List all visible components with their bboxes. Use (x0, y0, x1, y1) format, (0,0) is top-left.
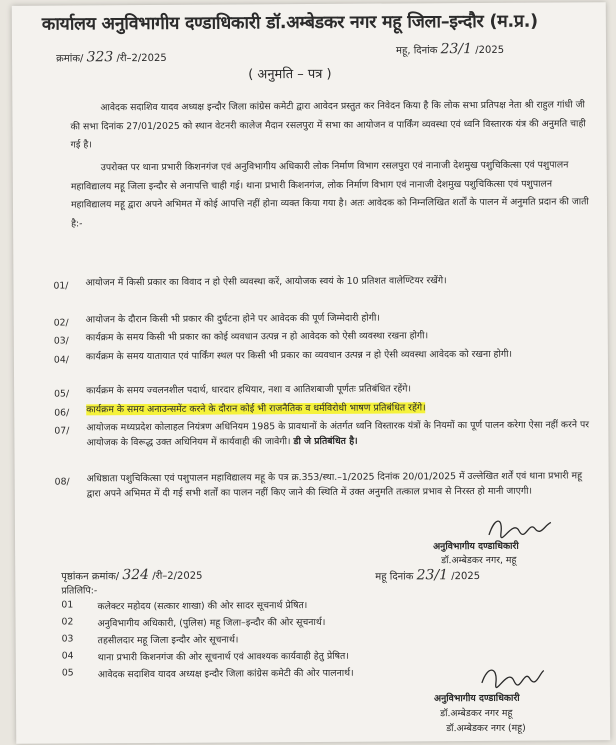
condition-number: 02/ (53, 317, 69, 329)
signatory-office: डॉ.अम्बेडकर नगर (महू) (446, 722, 526, 735)
copy-number: 01 (61, 599, 74, 611)
signature-scribble (485, 513, 555, 541)
endorsement-date-year: /2025 (451, 570, 481, 583)
condition-highlighted (86, 400, 592, 418)
endorsement-suffix: /री–2/2025 (152, 570, 203, 582)
condition-number: 05/ (54, 388, 70, 400)
condition-number: 07/ (54, 425, 70, 437)
copy-number: 04 (61, 650, 74, 662)
reference-label: क्रमांक/ (56, 53, 84, 65)
copy-to-label: प्रतिलिपि:- (61, 585, 98, 597)
signatory-office: डॉ.अम्बेडकर नगर महू (440, 707, 513, 720)
date-label: महू, दिनांक (396, 45, 438, 57)
reference-suffix: /री–2/2025 (116, 52, 167, 65)
office-title: कार्यालय अनुविभागीय दण्डाधिकारी डॉ.अम्बेडकर नगर महू जिला–इन्दौर (म.प्र.) (41, 11, 539, 35)
signature-scribble (478, 663, 548, 691)
paragraph-approval: उपरोक्त पर थाना प्रभारी किशनगंज एवं अनुविभागीय अधिकारी लोक निर्माण विभाग रसलपुरा एवं नानाजी देशमुख पशुचिकित्सा एवं पशुपालन महाविद्यालय महू जिला इन्दौर से अनापत्ति चाही गई। थाना प्रभारी किशनगंज, लोक निर्माण विभाग एवं नानाजी देशमुख पशुचिकित्सा एवं पशुपालन महाविद्यालय महू द्वारा अपने अभिमत में कोई आपत्ति नहीं होना व्यक्त किया गया है। अतः आवेदक को निम्नलिखित शर्तों के पालन में अनुमति प्रदान की जाती है:- (70, 159, 589, 229)
endorsement-date-value: 23/1 (416, 567, 449, 584)
endorsement-label: पृष्ठांकन क्रमांक/ (61, 571, 120, 583)
signatory-designation: अनुविभागीय दण्डाधिकारी (433, 692, 520, 705)
copy-recipient: कलेक्टर महोदय (सत्कार शाखा) की ओर सादर सूचनार्थ प्रेषित। (97, 600, 308, 613)
condition-text: कार्यक्रम के समय यातायात एवं पार्किंग स्थल पर किसी भी प्रकार का व्यवधान उत्पन्न न हो ऐसी व्यवस्था आवेदक को रखना होगी। (85, 348, 513, 363)
copy-recipient: तहसीलदार महू जिला इन्दौर ओर सूचनार्थ। (97, 634, 239, 647)
reference-line (56, 49, 167, 66)
condition-noise-act (86, 418, 592, 450)
copy-recipient: अनुविभागीय अधिकारी, (पुलिस) महू जिला–इन्दौर की ओर सूचनार्थ। (97, 616, 326, 630)
copy-recipient: थाना प्रभारी किशनगंज की ओर सूचनार्थ एवं आवश्यक कार्यवाही हेतु प्रेषित। (97, 650, 349, 664)
endorsement-reference (61, 567, 202, 584)
condition-number: 08/ (54, 476, 70, 488)
condition-text: आयोजक मध्यप्रदेश कोलाहल नियंत्रण अधिनियम 1985 के प्रावधानों के अंतर्गत ध्वनि विस्तारक यंत्रों के नियमों का पूर्ण पालन करेगा ऐसा नहीं करने पर आयोजक के विरूद्ध उक्त अधिनियम में कार्यवाही की जावेगी। (86, 419, 590, 448)
date-line (396, 41, 504, 58)
date-value: 23/1 (440, 41, 473, 58)
endorsement-date (375, 567, 480, 584)
reference-number: 323 (86, 49, 114, 66)
condition-number: 04/ (53, 354, 69, 366)
condition-number: 06/ (54, 407, 70, 419)
condition-text: कार्यक्रम के समय अनाउन्समेंट करने के दौरान कोई भी राजनैतिक व धर्मविरोधी भाषण प्रतिबंधित रहेंगे। (86, 402, 426, 416)
letter-page (12, 2, 610, 744)
condition-number: 03/ (53, 335, 69, 347)
copy-number: 03 (61, 633, 74, 645)
condition-number: 01/ (53, 280, 69, 292)
copy-number: 05 (61, 667, 74, 679)
endorsement-date-label: महू दिनांक (375, 571, 414, 583)
copy-recipient: आवेदक सदाशिव यादव अध्यक्ष इन्दौर जिला कांग्रेस कमेटी की ओर पालनार्थ। (97, 667, 354, 681)
dj-prohibited-note: डी जे प्रतिबंधित है। (293, 435, 358, 447)
document-subject: ( अनुमति – पत्र ) (248, 66, 332, 83)
signatory-office: डॉ.अम्बेडकर नगर, महू (441, 554, 517, 567)
condition-text: आयोजन में किसी प्रकार का विवाद न हो ऐसी व्यवस्था करें, आयोजक स्वयं के 10 प्रतिशत वालेण्टियर रखेंगे। (85, 275, 447, 289)
paragraph-application: आवेदक सदाशिव यादव अध्यक्ष इन्दौर जिला कांग्रेस कमेटी द्वारा आवेदन प्रस्तुत कर निवेदन किया है कि लोक सभा प्रतिपक्ष नेता श्री राहुल गांधी जी की सभा दिनांक 27/01/2025 को स्थान वेटनरी कालेज मैदान रसलपुरा में सभा का आयोजन व पार्किंग व्यवस्था एवं ध्वनि विस्तारक यंत्र की अनुमति चाही गई है। (70, 99, 586, 151)
condition-text: कार्यक्रम के समय किसी भी प्रकार का कोई व्यवधान उत्पन्न न हो आवेदक को ऐसी व्यवस्था रखना होगी। (85, 330, 429, 344)
signatory-designation: अनुविभागीय दण्डाधिकारी (433, 540, 519, 553)
copy-number: 02 (61, 616, 74, 628)
endorsement-number: 324 (122, 566, 150, 584)
condition-text: कार्यक्रम के समय ज्वलनशील पदार्थ, धारदार हथियार, नशा व आतिशबाजी पूर्णतः प्रतिबंधित रहेंगे। (86, 383, 412, 397)
date-year: /2025 (475, 44, 505, 56)
condition-text: आयोजन के दौरान किसी भी प्रकार की दुर्घटना होने पर आवेदक की पूर्ण जिम्मेदारी होगी। (85, 312, 380, 326)
condition-text: अधिष्ठाता पशुचिकित्सा एवं पशुपालन महाविद्यालय महू के पत्र क्र.353/स्था.–1/2025 दिनांक 20/01/2025 में उल्लेखित शर्तें एवं थाना प्रभारी महू द्वारा अपने अभिमत में दी गई सभी शर्तों का पालन नहीं किए जाने की स्थिति में उक्त अनुमति तत्काल प्रभाव से निरस्त हो मानी जाएगी। (86, 470, 583, 499)
